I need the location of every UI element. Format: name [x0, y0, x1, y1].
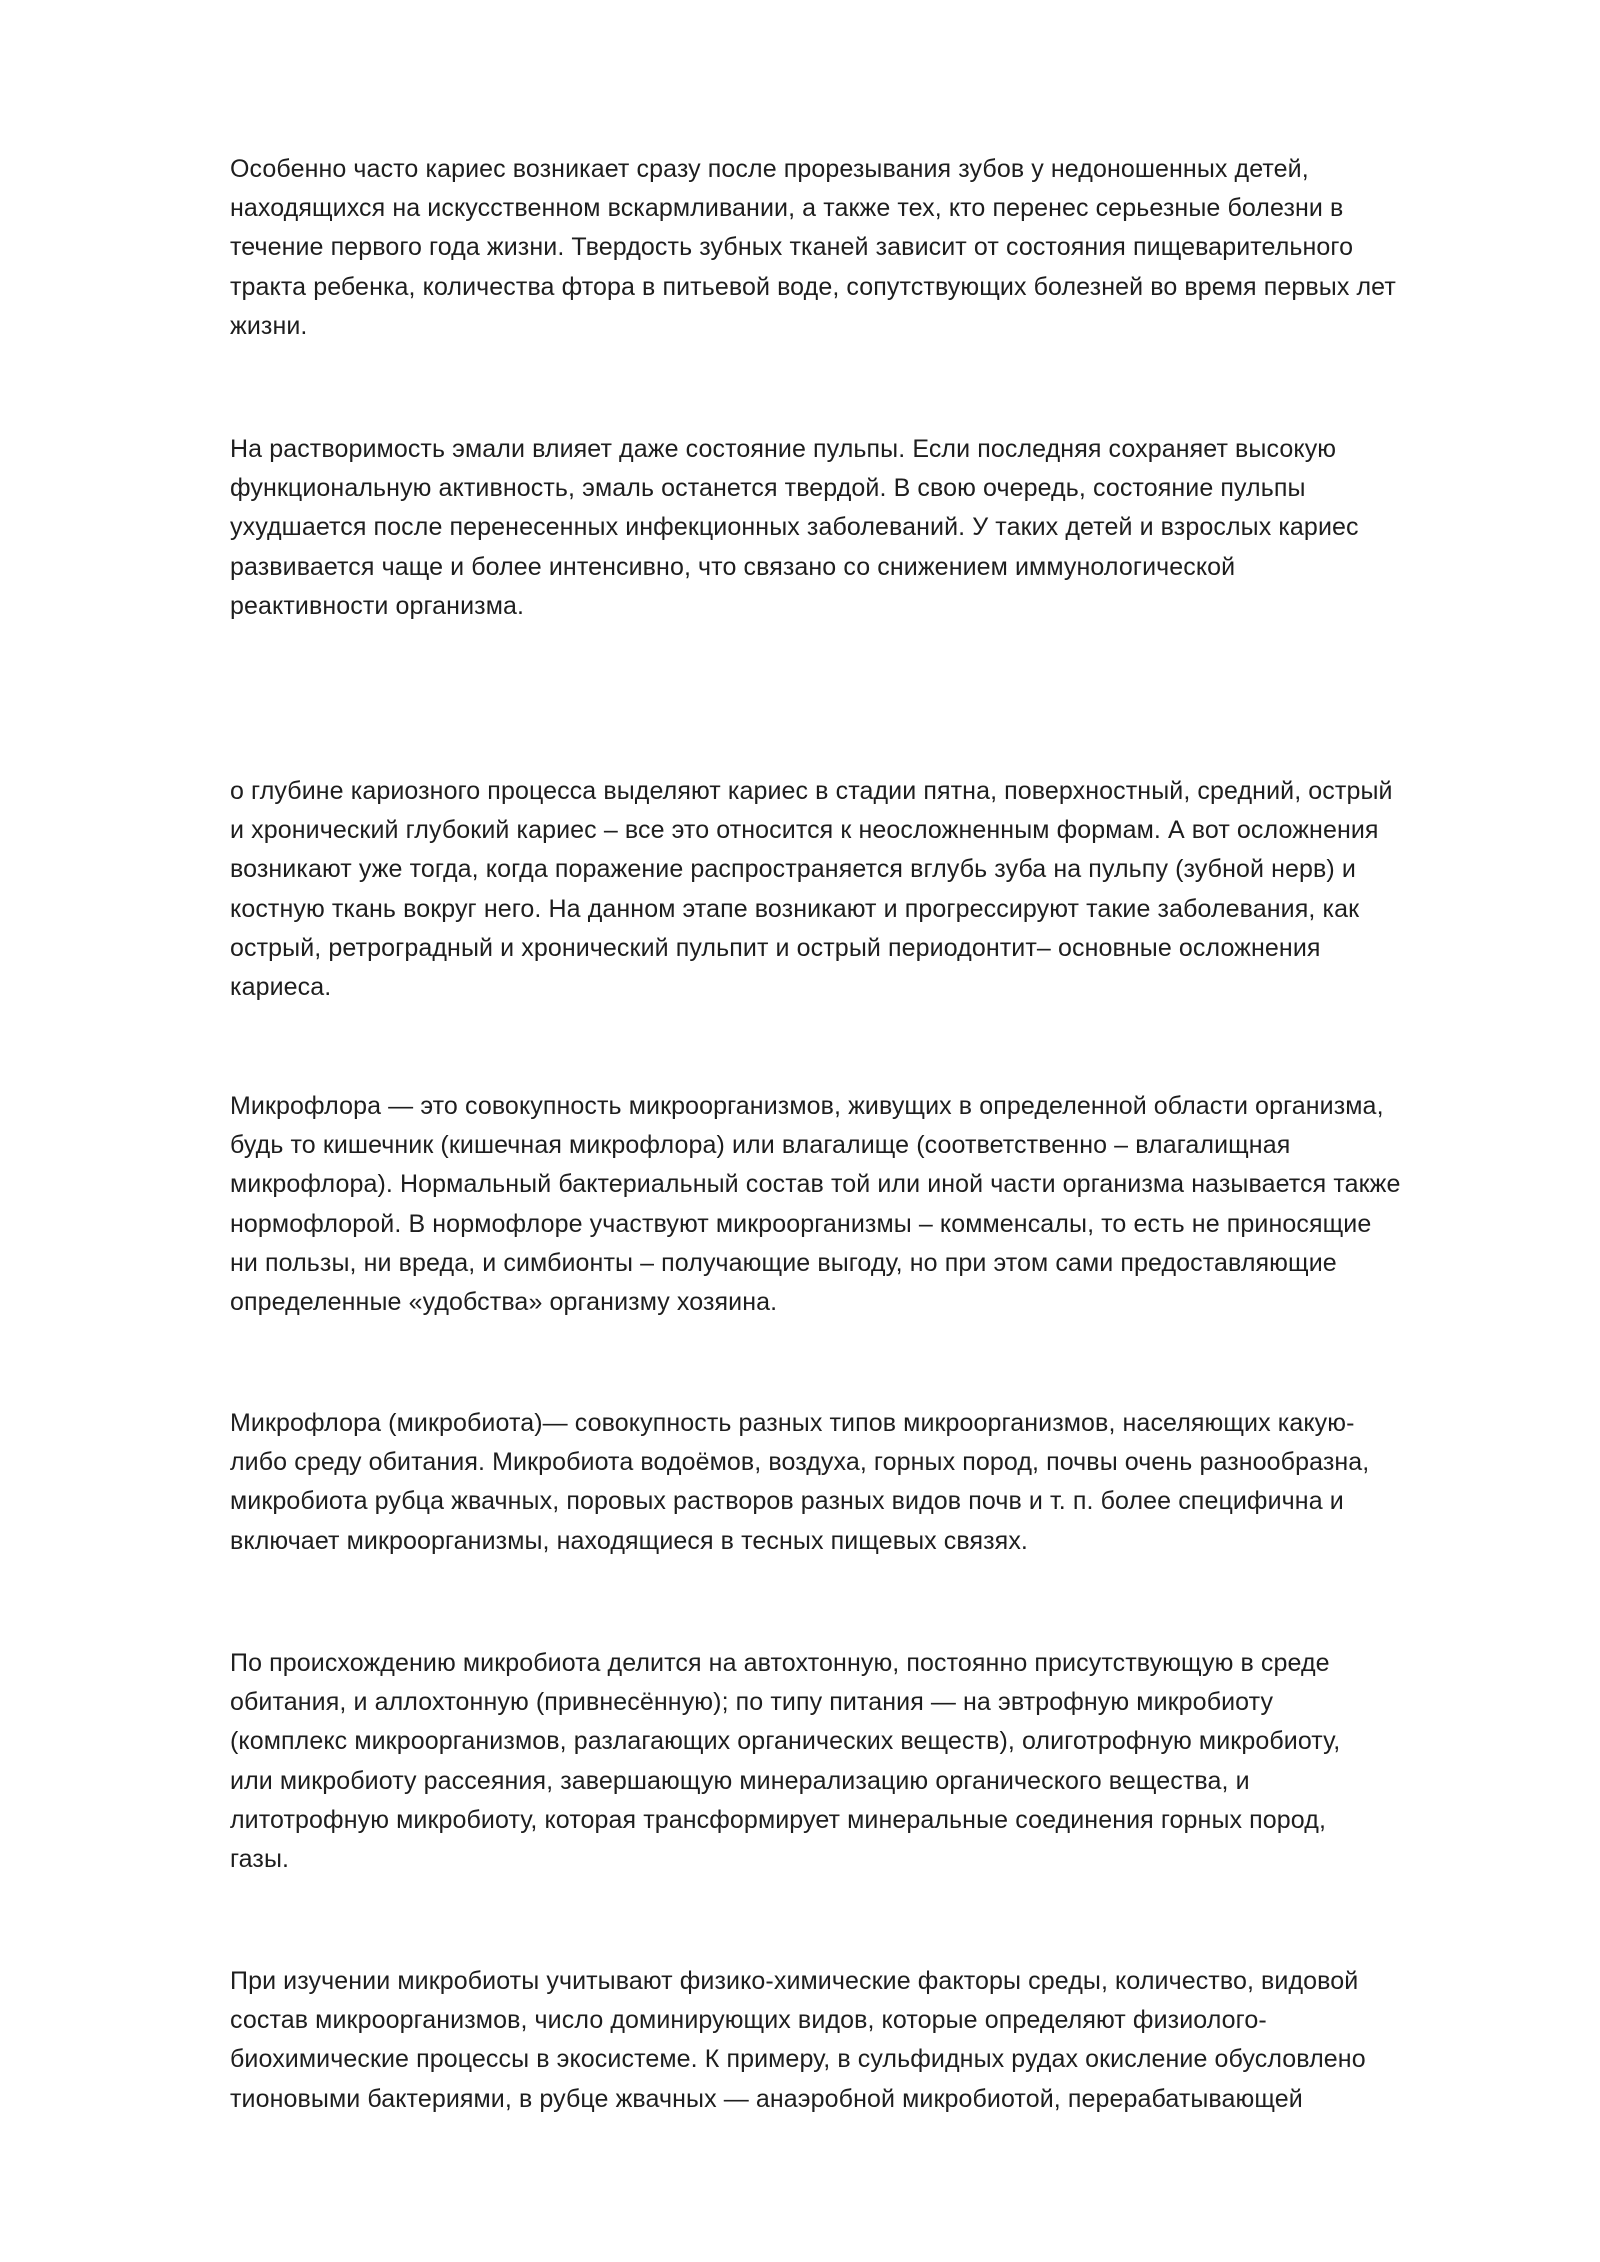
- paragraph-microbiota-study: [230, 1962, 1490, 2119]
- text-line: тракта ребенка, количества фтора в питьевой воде, сопутствующих болезней во время первых лет: [230, 272, 1396, 301]
- paragraph-caries-risk: [230, 150, 1490, 346]
- text-line: биохимические процессы в экосистеме. К примеру, в сульфидных рудах окисление обусловлено: [230, 2045, 1366, 2074]
- text-line: На растворимость эмали влияет даже состояние пульпы. Если последняя сохраняет высокую: [230, 435, 1337, 463]
- text-line: острый, ретроградный и хронический пульпит и острый периодонтит– основные осложнения: [230, 933, 1321, 962]
- text-line: определенные «удобства» организму хозяина.: [230, 1288, 778, 1317]
- text-line: При изучении микробиоты учитывают физико-химические факторы среды, количество, видовой: [230, 1967, 1359, 1995]
- text-line: кариеса.: [230, 973, 332, 1002]
- text-line: или микробиоту рассеяния, завершающую минерализацию органического вещества, и: [230, 1766, 1250, 1795]
- text-line: жизни.: [230, 311, 308, 340]
- paragraph-microbiota: [230, 1404, 1490, 1561]
- text-line: либо среду обитания. Микробиота водоёмов, воздуха, горных пород, почвы очень разнообразна,: [230, 1448, 1370, 1477]
- text-line: включает микроорганизмы, находящиеся в тесных пищевых связях.: [230, 1526, 1028, 1555]
- text-line: обитания, и аллохтонную (привнесённую); по типу питания — на эвтрофную микробиоту: [230, 1688, 1274, 1717]
- text-line: Микрофлора — это совокупность микроорганизмов, живущих в определенной области организма,: [230, 1092, 1384, 1120]
- text-line: ухудшается после перенесенных инфекционных заболеваний. У таких детей и взрослых кариес: [230, 513, 1359, 542]
- text-line: Микрофлора (микробиота)— совокупность разных типов микроорганизмов, населяющих какую-: [230, 1409, 1355, 1437]
- text-line: нормофлорой. В нормофлоре участвуют микроорганизмы – комменсалы, то есть не приносящие: [230, 1209, 1372, 1238]
- text-line: функциональную активность, эмаль останется твердой. В свою очередь, состояние пульпы: [230, 474, 1306, 503]
- paragraph-caries-depth: [230, 772, 1490, 1007]
- text-line: находящихся на искусственном вскармливании, а также тех, кто перенес серьезные болезни в: [230, 194, 1344, 223]
- text-line: По происхождению микробиота делится на автохтонную, постоянно присутствующую в среде: [230, 1649, 1330, 1677]
- text-line: будь то кишечник (кишечная микрофлора) или влагалище (соответственно – влагалищная: [230, 1131, 1291, 1160]
- text-line: ни пользы, ни вреда, и симбионты – получающие выгоду, но при этом сами предоставляющие: [230, 1248, 1337, 1277]
- text-line: о глубине кариозного процесса выделяют кариес в стадии пятна, поверхностный, средний, острый: [230, 777, 1393, 805]
- text-line: реактивности организма.: [230, 591, 525, 620]
- text-line: литотрофную микробиоту, которая трансформирует минеральные соединения горных пород,: [230, 1805, 1326, 1834]
- text-line: микрофлора). Нормальный бактериальный состав той или иной части организма называется также: [230, 1170, 1401, 1199]
- text-line: костную ткань вокруг него. На данном этапе возникают и прогрессируют такие заболевания, как: [230, 894, 1360, 923]
- text-line: (комплекс микроорганизмов, разлагающих органических веществ), олиготрофную микробиоту,: [230, 1727, 1341, 1756]
- text-line: газы.: [230, 1845, 290, 1874]
- text-line: возникают уже тогда, когда поражение распространяется вглубь зуба на пульпу (зубной нерв) и: [230, 855, 1356, 884]
- text-line: и хронический глубокий кариес – все это относится к неосложненным формам. А вот осложнения: [230, 816, 1379, 845]
- paragraph-enamel-solubility: [230, 430, 1490, 626]
- text-line: микробиота рубца жвачных, поровых растворов разных видов почв и т. п. более специфична и: [230, 1487, 1344, 1516]
- text-line: Особенно часто кариес возникает сразу после прорезывания зубов у недоношенных детей,: [230, 155, 1309, 183]
- text-line: состав микроорганизмов, число доминирующих видов, которые определяют физиолого-: [230, 2006, 1267, 2035]
- text-line: развивается чаще и более интенсивно, что связано со снижением иммунологической: [230, 552, 1236, 581]
- paragraph-microbiota-origin: [230, 1644, 1490, 1879]
- paragraph-microflora-definition: [230, 1087, 1490, 1322]
- text-line: течение первого года жизни. Твердость зубных тканей зависит от состояния пищеварительного: [230, 233, 1354, 262]
- text-line: тионовыми бактериями, в рубце жвачных — анаэробной микробиотой, перерабатывающей: [230, 2084, 1303, 2113]
